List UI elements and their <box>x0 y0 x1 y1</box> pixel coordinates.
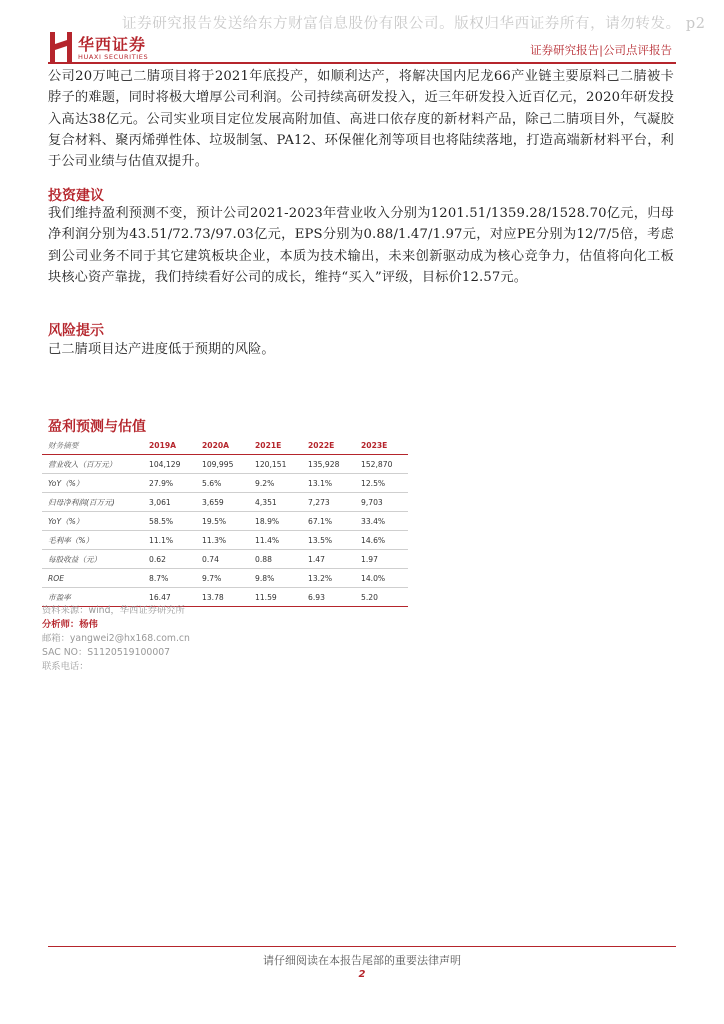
table-header-row <box>42 436 408 455</box>
logo-subtitle: HUAXI SECURITIES <box>78 53 149 61</box>
table-cell: 3,061 <box>143 493 196 512</box>
table-cell: 14.6% <box>355 531 408 550</box>
table-cell: 18.9% <box>249 512 302 531</box>
table-row <box>42 531 408 550</box>
table-row <box>42 512 408 531</box>
table-cell: 13.1% <box>302 474 355 493</box>
report-type-label: 证券研究报告|公司点评报告 <box>530 43 672 57</box>
investment-title: 投资建议 <box>48 188 104 204</box>
row-label: 市盈率 <box>42 588 143 607</box>
table-row <box>42 550 408 569</box>
forecast-title: 盈利预测与估值 <box>48 419 146 435</box>
analyst-name: 分析师：杨伟 <box>42 619 98 630</box>
logo-text: 华西证券 <box>78 35 147 54</box>
row-label: 毛利率（%） <box>42 531 143 550</box>
table-cell: 27.9% <box>143 474 196 493</box>
table-cell: 11.59 <box>249 588 302 607</box>
table-cell: 7,273 <box>302 493 355 512</box>
row-label: YoY（%） <box>42 512 143 531</box>
table-cell: 13.2% <box>302 569 355 588</box>
column-header: 财务摘要 <box>42 436 143 455</box>
table-cell: 135,928 <box>302 455 355 474</box>
table-cell: 9.8% <box>249 569 302 588</box>
table-cell: 6.93 <box>302 588 355 607</box>
page-number: 2 <box>358 969 366 980</box>
footer-divider <box>48 946 676 947</box>
analyst-phone: 联系电话： <box>42 661 89 672</box>
column-header: 2019A <box>143 436 196 455</box>
table-cell: 9.7% <box>196 569 249 588</box>
risk-title: 风险提示 <box>48 323 104 339</box>
table-cell: 1.47 <box>302 550 355 569</box>
column-header: 2023E <box>355 436 408 455</box>
company-logo <box>50 32 220 66</box>
table-row <box>42 455 408 474</box>
table-cell: 12.5% <box>355 474 408 493</box>
row-label: 归母净利润(百万元) <box>42 493 143 512</box>
table-cell: 109,995 <box>196 455 249 474</box>
investment-paragraph: 我们维持盈利预测不变，预计公司2021-2023年营业收入分别为1201.51/1359.28/1528.70亿元，归母净利润分别为43.51/72.73/97.03亿元，EPS分别为0.88/1.47/1.97元，对应PE分别为12/7/5倍，考虑到公司业务不同于其它建筑板块企业，本质为技术输出，未来创新驱动成为核心竞争力，估值将向化工板块核心资产靠拢，我们持续看好公司的成长，维持“买入”评级，目标价12.57元。 <box>48 206 674 285</box>
table-cell: 0.88 <box>249 550 302 569</box>
table-cell: 67.1% <box>302 512 355 531</box>
table-cell: 1.97 <box>355 550 408 569</box>
row-label: YoY（%） <box>42 474 143 493</box>
table-cell: 120,151 <box>249 455 302 474</box>
legal-notice: 请仔细阅读在本报告尾部的重要法律声明 <box>263 954 461 967</box>
data-source: 资料来源：wind，华西证券研究所 <box>42 605 185 616</box>
table-cell: 0.62 <box>143 550 196 569</box>
table-cell: 11.1% <box>143 531 196 550</box>
table-row <box>42 569 408 588</box>
table-cell: 58.5% <box>143 512 196 531</box>
table-cell: 33.4% <box>355 512 408 531</box>
forecast-table <box>42 436 408 607</box>
column-header: 2022E <box>302 436 355 455</box>
column-header: 2021E <box>249 436 302 455</box>
table-cell: 9.2% <box>249 474 302 493</box>
intro-paragraph: 公司20万吨己二腈项目将于2021年底投产，如顺利达产，将解决国内尼龙66产业链主要原料己二腈被卡脖子的难题，同时将极大增厚公司利润。公司持续高研发投入，近三年研发投入近百亿元，2020年研发投入高达38亿元。公司实业项目定位发展高附加值、高进口依存度的新材料产品，除己二腈项目外，气凝胶复合材料、聚丙烯弹性体、垃圾制氢、PA12、环保催化剂等项目也将陆续落地，打造高端新材料平台，利于公司业绩与估值双提升。 <box>48 69 674 170</box>
table-cell: 13.78 <box>196 588 249 607</box>
table-cell: 104,129 <box>143 455 196 474</box>
column-header: 2020A <box>196 436 249 455</box>
table-cell: 5.20 <box>355 588 408 607</box>
analyst-sac-number: SAC NO：S1120519100007 <box>42 647 171 658</box>
analyst-email: 邮箱：yangwei2@hx168.com.cn <box>42 633 190 644</box>
table-cell: 0.74 <box>196 550 249 569</box>
row-label: 营业收入（百万元） <box>42 455 143 474</box>
row-label: ROE <box>42 569 143 588</box>
table-row <box>42 474 408 493</box>
table-cell: 9,703 <box>355 493 408 512</box>
watermark: 证券研究报告发送给东方财富信息股份有限公司。版权归华西证券所有，请勿转发。 p2 <box>122 16 706 32</box>
table-row <box>42 493 408 512</box>
header-divider <box>48 62 676 64</box>
table-cell: 4,351 <box>249 493 302 512</box>
table-cell: 14.0% <box>355 569 408 588</box>
table-cell: 13.5% <box>302 531 355 550</box>
huaxi-logo-icon <box>50 32 72 62</box>
table-cell: 19.5% <box>196 512 249 531</box>
table-cell: 5.6% <box>196 474 249 493</box>
table-cell: 11.3% <box>196 531 249 550</box>
table-cell: 3,659 <box>196 493 249 512</box>
table-cell: 16.47 <box>143 588 196 607</box>
risk-paragraph: 己二腈项目达产进度低于预期的风险。 <box>48 342 275 357</box>
table-cell: 8.7% <box>143 569 196 588</box>
table-cell: 152,870 <box>355 455 408 474</box>
row-label: 每股收益（元） <box>42 550 143 569</box>
table-cell: 11.4% <box>249 531 302 550</box>
